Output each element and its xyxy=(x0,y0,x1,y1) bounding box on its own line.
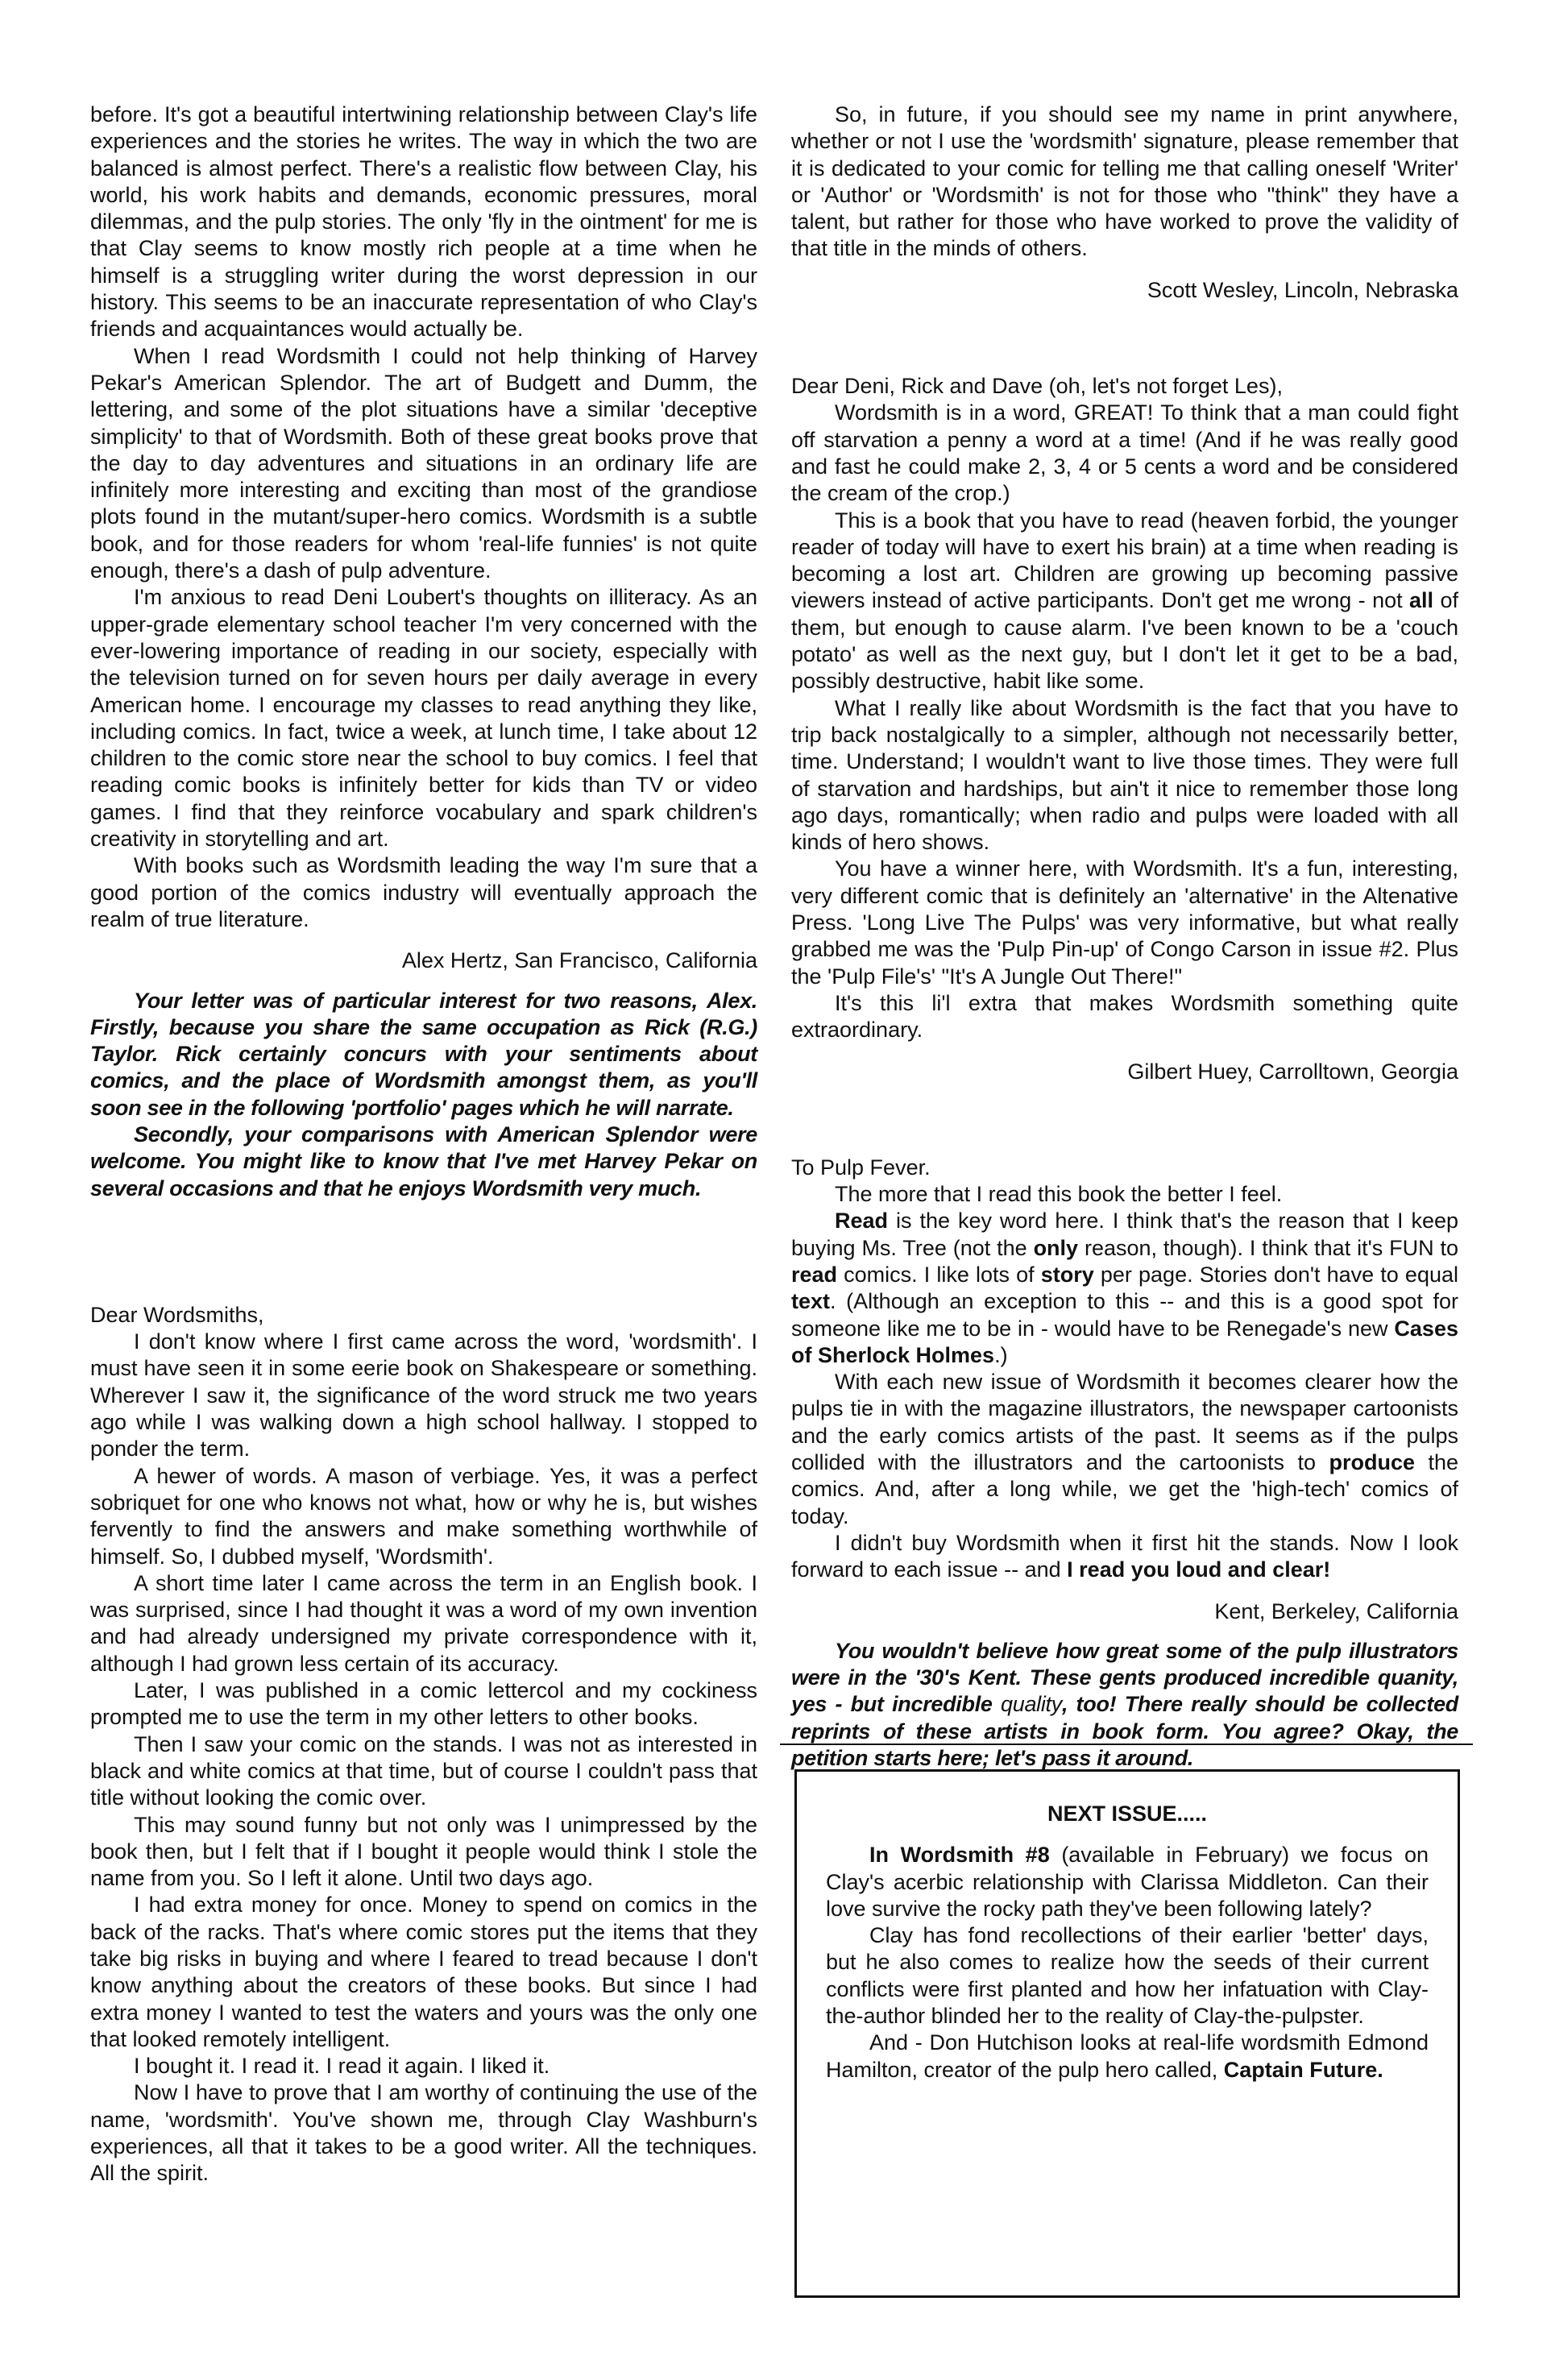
letter2-paragraph: This may sound funny but not only was I unimpressed by the book then, but I felt that if I bought it people would think I stole the name from you. So I left it alone. Until two days ago. xyxy=(90,1812,757,1891)
bold-text: produce xyxy=(1329,1450,1415,1475)
letter2-paragraph: A short time later I came across the term in an English book. I was surprised, since I had thought it was a word of my own invention and had already undersigned my private correspondence with it, although I had grown less certain of its accuracy. xyxy=(90,1570,757,1676)
letter3-signature: Gilbert Huey, Carrolltown, Georgia xyxy=(1127,1059,1458,1084)
letter1-signature: Alex Hertz, San Francisco, California xyxy=(401,948,757,973)
bold-text: story xyxy=(1040,1262,1094,1287)
text-run: I didn't buy Wordsmith when it first hit the stands. Now I look forward to each issue -- and xyxy=(791,1530,1458,1582)
letter2-salutation: Dear Wordsmiths, xyxy=(90,1302,264,1327)
text-run: This is a book that you have to read (heaven forbid, the younger reader of today will have to exert his brain) at a time when reading is becoming a lost art. Children are growing up becoming passive viewers instead of active participants. Don't get me wrong - not xyxy=(791,508,1458,613)
next-issue-title: NEXT ISSUE..... xyxy=(1047,1802,1208,1826)
letter2-paragraph: I bought it. I read it. I read it again. I liked it. xyxy=(134,2054,550,2079)
text-run: per page. Stories don't have to equal xyxy=(1093,1262,1458,1287)
text-run: comics. I like lots of xyxy=(837,1262,1041,1287)
text-run: (available in February) we focus on Clay's acerbic relationship with Clarissa Middleton. Can their love survive the rocky path they've been following lately? xyxy=(826,1843,1429,1921)
letter2-paragraph: I don't know where I first came across the word, 'wordsmith'. I must have seen it in some eerie book on Shakespeare or something. Wherever I saw it, the significance of the word struck me two years ago while I was walking down a high school hallway. I stopped to ponder the term. xyxy=(90,1329,757,1462)
bold-text: Read xyxy=(835,1209,889,1234)
text-run: You wouldn't believe how great some of the pulp illustrators were in the '30's Kent. These gents produced incredible quanity, yes - but incredible xyxy=(791,1638,1458,1717)
letter2-paragraph: Then I saw your comic on the stands. I was not as interested in black and white comics at that time, but of course I couldn't pass that title without looking the comic over. xyxy=(90,1731,757,1810)
letter4-signature: Kent, Berkeley, California xyxy=(1214,1598,1458,1623)
editor-reply: Secondly, your comparisons with American Splendor were welcome. You might like to know that I've met Harvey Pekar on several occasions and that he enjoys Wordsmith very much. xyxy=(90,1122,757,1200)
letter3-paragraph: What I really like about Wordsmith is the fact that you have to trip back nostalgically to a simpler, although not necessarily better, time. Understand; I wouldn't want to live those times. They were full of starvation and hardships, but ain't it nice to remember those long ago days, romantically; when radio and pulps were loaded with all kinds of hero shows. xyxy=(791,695,1458,855)
editor-reply xyxy=(791,1638,1458,1772)
left-column xyxy=(90,102,757,2187)
bold-text: only xyxy=(1033,1235,1079,1260)
text-run: With each new issue of Wordsmith it becomes clearer how the pulps tie in with the magazine illustrators, the newspaper cartoonists and the early comics artists of the past. It seems as if the pulps collided with the illustrators and the cartoonists to xyxy=(791,1370,1458,1475)
bold-text: Captain Future. xyxy=(1223,2057,1383,2082)
bold-text: all xyxy=(1409,588,1434,613)
right-column xyxy=(791,102,1458,1772)
bold-text: Cases of Sherlock Holmes xyxy=(791,1316,1458,1367)
letter2-paragraph: A hewer of words. A mason of verbiage. Yes, it was a perfect sobriquet for one who knows not what, how or why he is, but wishes fervently to find the answers and make something worthwhile of himself. So, I dubbed myself, 'Wordsmith'. xyxy=(90,1463,757,1569)
spacer xyxy=(791,317,1458,373)
letter1-paragraph: I'm anxious to read Deni Loubert's thoughts on illiteracy. As an upper-grade elementary school teacher I'm very concerned with the ever-lowering importance of reading in our society, especially with the television turned on for seven hours per daily average in every American home. I encourage my classes to read anything they like, including comics. In fact, twice a week, at lunch time, I take about 12 children to the comic store near the school to buy comics. I feel that reading comic books is infinitely better for kids than TV or video games. I find that they reinforce vocabulary and spark children's creativity in storytelling and art. xyxy=(90,585,757,852)
text-run: of them, but enough to cause alarm. I've been known to be a 'couch potato' as well as the next guy, but I don't let it get to be a bad, possibly destructive, habit like some. xyxy=(791,588,1458,694)
editor-reply: Your letter was of particular interest for two reasons, Alex. Firstly, because you share the same occupation as Rick (R.G.) Taylor. Rick certainly concurs with your sentiments about comics, and the place of Wordsmith amongst them, as you'll soon see in the following 'portfolio' pages which he will narrate. xyxy=(90,988,757,1120)
text-run: is the key word here. I think that's the reason that I keep buying Ms. Tree (not the xyxy=(791,1209,1458,1260)
letter1-paragraph: before. It's got a beautiful intertwining relationship between Clay's life experiences and the stories he writes. The way in which the two are balanced is almost perfect. There's a realistic flow between Clay, his world, his work habits and demands, economic pressures, moral dilemmas, and the pulp stories. The only 'fly in the ointment' for me is that Clay seems to know mostly rich people at a time when he himself is a struggling writer during the worst depression in our history. This seems to be an inaccurate representation of who Clay's friends and acquaintances would actually be. xyxy=(90,102,757,342)
letter1-paragraph: With books such as Wordsmith leading the way I'm sure that a good portion of the comics industry will eventually approach the realm of true literature. xyxy=(90,853,757,931)
letter1-paragraph: When I read Wordsmith I could not help thinking of Harvey Pekar's American Splendor. The art of Budgett and Dumm, the lettering, and some of the plot situations have a similar 'deceptive simplicity' to that of Wordsmith. Both of these great books prove that the day to day adventures and situations in an ordinary life are infinitely more interesting and exciting than most of the grandiose plots found in the mutant/super-hero comics. Wordsmith is a subtle book, and for those readers for whom 'real-life funnies' is not quite enough, there's a dash of pulp adventure. xyxy=(90,343,757,583)
next-issue-box xyxy=(794,1769,1460,2298)
letter2-paragraph: So, in future, if you should see my name in print anywhere, whether or not I use the 'wordsmith' signature, please remember that it is dedicated to your comic for telling me that calling oneself 'Writer' or 'Author' or 'Wordsmith' is not for those who "think" they have a talent, but rather for those who have worked to prove the validity of that title in the minds of others. xyxy=(791,102,1458,261)
section-divider xyxy=(780,1744,1473,1745)
text-run: quality xyxy=(1001,1692,1062,1717)
spacer xyxy=(90,1202,757,1302)
letter2-paragraph: I had extra money for once. Money to spend on comics in the back of the racks. That's where comic stores put the items that they take big risks in buying and where I feared to tread because I don't know anything about the creators of these books. But since I had extra money I wanted to test the waters and yours was the only one that looked remotely intelligent. xyxy=(90,1893,757,2051)
letter4-salutation: To Pulp Fever. xyxy=(791,1155,931,1180)
text-run: . (Although an exception to this -- and this is a good spot for someone like me to be in - would have to be Renegade's new xyxy=(791,1289,1458,1341)
letter4-paragraph xyxy=(791,1208,1458,1369)
letter3-paragraph: You have a winner here, with Wordsmith. It's a fun, interesting, very different comic that is definitely an 'alternative' in the Altenative Press. 'Long Live The Pulps' was very informative, but what really grabbed me was the 'Pulp Pin-up' of Congo Carson in issue #2. Plus the 'Pulp File's' "It's A Jungle Out There!" xyxy=(791,856,1458,989)
letter3-paragraph: It's this li'l extra that makes Wordsmith something quite extraordinary. xyxy=(791,990,1458,1043)
letter4-paragraph xyxy=(791,1530,1458,1584)
text-run: And - Don Hutchison looks at real-life wordsmith Edmond Hamilton, creator of the pulp hero called, xyxy=(826,2030,1429,2082)
letter3-paragraph: Wordsmith is in a word, GREAT! To think that a man could fight off starvation a penny a word at a time! (And if he was really good and fast he could make 2, 3, 4 or 5 cents a word and be considered the cream of the crop.) xyxy=(791,400,1458,506)
bold-text: I read you loud and clear! xyxy=(1067,1557,1331,1582)
text-run: the comics. And, after a long while, we get the 'high-tech' comics of today. xyxy=(791,1450,1458,1528)
bold-text: text xyxy=(791,1289,831,1314)
next-issue-paragraph xyxy=(826,1842,1429,1922)
letter3-salutation: Dear Deni, Rick and Dave (oh, let's not forget Les), xyxy=(791,374,1283,399)
text-run: .) xyxy=(994,1342,1008,1367)
letter3-paragraph xyxy=(791,508,1458,695)
letter4-paragraph xyxy=(791,1369,1458,1530)
text-run: , too! There really should be collected reprints of these artists in book form. You agree? Okay, the petition starts here; let's pass it around. xyxy=(791,1692,1458,1771)
letter2-paragraph: Later, I was published in a comic lettercol and my cockiness prompted me to use the term in my other letters to other books. xyxy=(90,1678,757,1730)
next-issue-paragraph xyxy=(826,2030,1429,2084)
spacer xyxy=(791,1098,1458,1155)
text-run: reason, though). I think that it's FUN to xyxy=(1078,1235,1459,1260)
letter4-paragraph: The more that I read this book the better I feel. xyxy=(835,1182,1283,1207)
letter2-paragraph: Now I have to prove that I am worthy of continuing the use of the name, 'wordsmith'. You've shown me, through Clay Washburn's experiences, all that it takes to be a good writer. All the techniques. All the spirit. xyxy=(90,2080,757,2186)
bold-text: In Wordsmith #8 xyxy=(869,1843,1050,1868)
next-issue-paragraph: Clay has fond recollections of their earlier 'better' days, but he also comes to realize how the seeds of their current conflicts were first planted and how her infatuation with Clay-the-author blinded her to the reality of Clay-the-pulpster. xyxy=(826,1923,1429,2029)
letter2-signature: Scott Wesley, Lincoln, Nebraska xyxy=(1147,277,1458,302)
bold-text: read xyxy=(791,1262,838,1287)
